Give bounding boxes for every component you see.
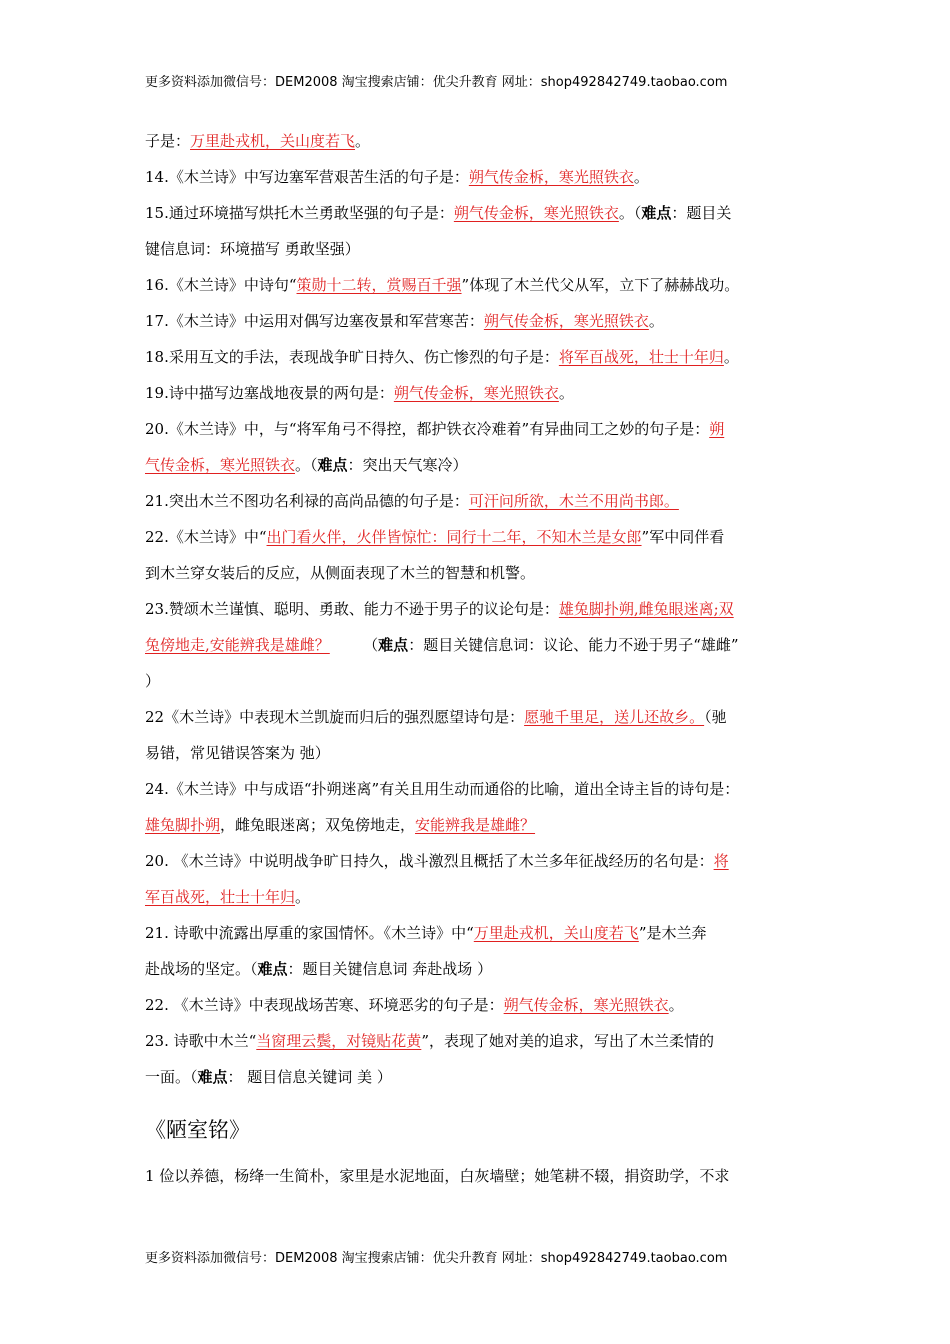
question-text: 23.赞颂木兰谨慎、聪明、勇敢、能力不逊于男子的议论句是： [145, 600, 559, 618]
answer: 万里赴戎机，关山度若飞 [190, 132, 356, 150]
answer: 可汗问所欲，木兰不用尚书郎。 [468, 492, 679, 510]
note: ：突出天气寒冷） [347, 456, 468, 474]
question-list [145, 123, 810, 1095]
question-16 [145, 267, 810, 303]
question-text: 20. 《木兰诗》中说明战争旷日持久，战斗激烈且概括了木兰多年征战经历的名句是： [145, 852, 714, 870]
question-24-cont [145, 807, 810, 843]
question-22c: 22. 《木兰诗》中表现战场苦寒、环境恶劣的句子是：朔气传金柝，寒光照铁衣。 [145, 996, 684, 1014]
question-text: 19.诗中描写边塞战地夜景的两句是： [145, 384, 394, 402]
answer: 朔气传金柝，寒光照铁衣 [393, 384, 559, 402]
question-19: 19.诗中描写边塞战地夜景的两句是：朔气传金柝，寒光照铁衣。 [145, 384, 574, 402]
question-text: 22《木兰诗》中表现木兰凯旋而归后的强烈愿望诗句是： [145, 708, 525, 726]
question-text: 14.《木兰诗》中写边塞军营艰苦生活的句子是： [145, 168, 469, 186]
question-text: ”体现了木兰代父从军，立下了赫赫战功。 [461, 276, 740, 294]
question-text: 一面。（ [145, 1068, 198, 1086]
question-text: 16.《木兰诗》中诗句“ [145, 276, 297, 294]
question-14: 14.《木兰诗》中写边塞军营艰苦生活的句子是：朔气传金柝，寒光照铁衣。 [145, 168, 649, 186]
question-text: 赴战场的坚定。（ [145, 960, 258, 978]
line-cont: 子是：万里赴戎机，关山度若飞。 [145, 132, 371, 150]
section-title: 《陋室铭》 [145, 1118, 250, 1142]
answer: 安能辨我是雄雌？ [415, 816, 536, 834]
question-text: 22.《木兰诗》中“ [145, 528, 267, 546]
note: 易错，常见错误答案为 弛） [145, 744, 330, 762]
answer: 雄兔脚扑朔,雌兔眼迷离;双 [558, 600, 734, 618]
answer: 军百战死，壮士十年归 [145, 888, 296, 906]
question-text: 17.《木兰诗》中运用对偶写边塞夜景和军营寒苦： [145, 312, 484, 330]
question-text: 22. 《木兰诗》中表现战场苦寒、环境恶劣的句子是： [145, 996, 504, 1014]
answer: 将 [713, 852, 729, 870]
answer: 出门看火伴，火伴皆惊忙：同行十二年，不知木兰是女郎 [266, 528, 642, 546]
answer: 朔气传金柝，寒光照铁衣 [453, 204, 619, 222]
difficulty-label: 难点 [257, 960, 288, 978]
note: ：题目关键信息词：议论、能力不逊于男子“雄雌” [408, 636, 739, 654]
answer: 万里赴戎机，关山度若飞 [473, 924, 639, 942]
question-17: 17.《木兰诗》中运用对偶写边塞夜景和军营寒苦：朔气传金柝，寒光照铁衣。 [145, 312, 664, 330]
question-15: 15.通过环境描写烘托木兰勇敢坚强的句子是：朔气传金柝，寒光照铁衣。（难点：题目关 [145, 204, 732, 222]
answer: 朔 [709, 420, 725, 438]
question-text: 到木兰穿女装后的反应，从侧面表现了木兰的智慧和机警。 [145, 564, 536, 582]
question-21b-cont [145, 951, 810, 987]
question-15-cont [145, 231, 810, 267]
difficulty-label: 难点 [378, 636, 409, 654]
difficulty-label: 难点 [197, 1068, 228, 1086]
question-23-cont: 兔傍地走,安能辨我是雄雌？ （难点：题目关键信息词：议论、能力不逊于男子“雄雌” [145, 636, 739, 654]
question-text: 15.通过环境描写烘托木兰勇敢坚强的句子是： [145, 204, 454, 222]
question-text: 24.《木兰诗》中与成语“扑朔迷离”有关且用生动而通俗的比喻，道出全诗主旨的诗句是： [145, 780, 740, 798]
question-21b [145, 915, 810, 951]
question-22b [145, 699, 810, 735]
answer: 愿驰千里足，送儿还故乡。 [524, 708, 705, 726]
page-header: 更多资料添加微信号：DEM2008 淘宝搜索店铺：优尖升教育 网址：shop492842749.taobao.com [145, 75, 728, 90]
question-20b-cont: 军百战死，壮士十年归。 [145, 888, 311, 906]
question-21 [145, 483, 810, 519]
question-text: ，雌兔眼迷离；双兔傍地走， [220, 816, 416, 834]
question-text: ”军中同伴看 [641, 528, 725, 546]
question-23b [145, 1023, 810, 1059]
note: 键信息词：环境描写 勇敢坚强） [145, 240, 360, 258]
question-20b [145, 843, 810, 879]
note: ：题目关键信息词 奔赴战场 ） [287, 960, 493, 978]
answer: 朔气传金柝，寒光照铁衣 [503, 996, 669, 1014]
section-paragraph: 1 俭以养德，杨绛一生简朴，家里是水泥地面，白灰墙壁；她笔耕不辍，捐资助学，不求 [145, 1167, 730, 1185]
question-23-close: ） [145, 672, 161, 690]
note: ：题目关 [671, 204, 732, 222]
answer: 朔气传金柝，寒光照铁衣 [483, 312, 649, 330]
text: 子是： [145, 132, 191, 150]
question-text: 23. 诗歌中木兰“ [145, 1032, 257, 1050]
answer: 将军百战死，壮士十年归 [558, 348, 724, 366]
question-24 [145, 771, 810, 807]
difficulty-label: 难点 [641, 204, 672, 222]
question-22b-cont [145, 735, 810, 771]
answer: 兔傍地走,安能辨我是雄雌？ [145, 636, 330, 654]
question-22-cont [145, 555, 810, 591]
answer: 策勋十二转，赏赐百千强 [296, 276, 462, 294]
question-text: 20.《木兰诗》中，与“将军角弓不得控，都护铁衣冷难着”有异曲同工之妙的句子是： [145, 420, 710, 438]
answer: 雄兔脚扑朔 [145, 816, 221, 834]
answer: 气传金柝，寒光照铁衣 [145, 456, 296, 474]
question-23b-cont [145, 1059, 810, 1095]
question-22 [145, 519, 810, 555]
question-20 [145, 411, 810, 447]
page-footer: 更多资料添加微信号：DEM2008 淘宝搜索店铺：优尖升教育 网址：shop492842749.taobao.com [145, 1251, 728, 1266]
question-text: ”，表现了她对美的追求，写出了木兰柔情的 [421, 1032, 714, 1050]
question-18: 18.采用互文的手法，表现战争旷日持久、伤亡惨烈的句子是：将军百战死，壮士十年归。 [145, 348, 739, 366]
note: （驰 [704, 708, 727, 726]
question-20-cont: 气传金柝，寒光照铁衣。（难点：突出天气寒冷） [145, 456, 468, 474]
question-text: 18.采用互文的手法，表现战争旷日持久、伤亡惨烈的句子是： [145, 348, 559, 366]
question-text: 21.突出木兰不图功名利禄的高尚品德的句子是： [145, 492, 469, 510]
answer: 朔气传金柝，寒光照铁衣 [468, 168, 634, 186]
question-23 [145, 591, 810, 627]
question-text: ”是木兰奔 [638, 924, 707, 942]
difficulty-label: 难点 [317, 456, 348, 474]
note: ： 题目信息关键词 美 ） [227, 1068, 392, 1086]
question-text: 21. 诗歌中流露出厚重的家国情怀。《木兰诗》中“ [145, 924, 474, 942]
answer: 当窗理云鬓，对镜贴花黄 [256, 1032, 422, 1050]
